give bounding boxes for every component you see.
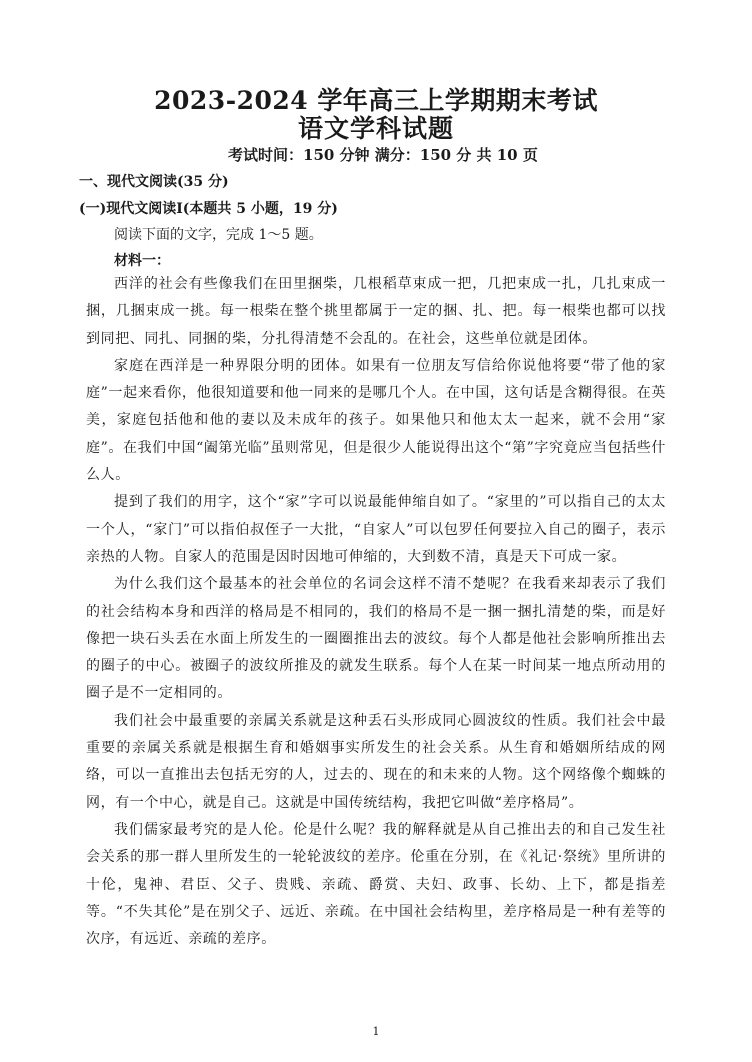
article-paragraph: 西洋的社会有些像我们在田里捆柴，几根稻草束成一把，几把束成一扎，几扎束成一捆，几捆束成一挑。每一根柴在整个挑里都属于一定的捆、扎、把。每一根柴也都可以找到同把、同扎、同捆的柴，分扎得清楚不会乱的。在社会，这些单位就是团体。 <box>86 276 666 347</box>
article-paragraph: 我们社会中最重要的亲属关系就是这种丢石头形成同心圆波纹的性质。我们社会中最重要的亲属关系就是根据生育和婚姻事实所发生的社会关系。从生育和婚姻所结成的网络，可以一直推出去包括无穷的人，过去的、现在的和未来的人物。这个网络像个蜘蛛的网，有一个中心，就是自己。这就是中国传统结构，我把它叫做“差序格局”。 <box>86 712 666 811</box>
exam-title: 2023-2024 学年高三上学期期末考试 <box>154 86 598 115</box>
exam-subtitle: 语文学科试题 <box>297 114 454 143</box>
article-paragraph: 提到了我们的用字，这个“家”字可以说最能伸缩自如了。“家里的”可以指自己的太太一个人，“家门”可以指伯叔侄子一大批，“自家人”可以包罗任何要拉入自己的圈子，表示亲热的人物。自家人的范围是因时因地可伸缩的，大到数不清，真是天下可成一家。 <box>86 494 666 565</box>
subsection-heading: (一)现代文阅读Ⅰ(本题共 5 小题，19 分) <box>79 201 338 217</box>
section-heading: 一、现代文阅读(35 分) <box>79 174 229 190</box>
article-body <box>86 271 666 953</box>
material-label: 材料一： <box>114 253 170 269</box>
article-paragraph: 为什么我们这个最基本的社会单位的名词会这样不清不楚呢？在我看来却表示了我们的社会结构本身和西洋的格局是不相同的，我们的格局不是一捆一捆扎清楚的柴，而是好像把一块石头丢在水面上所发生的一圈圈推出去的波纹。每个人都是他社会影响所推出去的圈子的中心。被圈子的波纹所推及的就发生联系。每个人在某一时间某一地点所动用的圈子是不一定相同的。 <box>86 576 666 702</box>
reading-instruction: 阅读下面的文字，完成 1～5 题。 <box>114 227 323 243</box>
exam-info-line: 考试时间：150 分钟 满分：150 分 共 10 页 <box>228 146 538 164</box>
article-paragraph: 我们儒家最考究的是人伦。伦是什么呢？我的解释就是从自己推出去的和自己发生社会关系的那一群人里所发生的一轮轮波纹的差序。伦重在分别，在《礼记·祭统》里所讲的十伦，鬼神、君臣、父子、贵贱、亲疏、爵赏、夫妇、政事、长幼、上下，都是指差等。“不失其伦”是在别父子、远近、亲疏。在中国社会结构里，差序格局是一种有差等的次序，有远近、亲疏的差序。 <box>86 821 666 948</box>
article-paragraph: 家庭在西洋是一种界限分明的团体。如果有一位朋友写信给你说他将要“带了他的家庭”一起来看你，他很知道要和他一同来的是哪几个人。在中国，这句话是含糊得很。在英美，家庭包括他和他的妻以及未成年的孩子。如果他只和他太太一起来，就不会用“家庭”。在我们中国“阖第光临”虽则常见，但是很少人能说得出这个“第”字究竟应当包括些什么人。 <box>86 357 666 484</box>
page-number: 1 <box>372 1025 380 1038</box>
